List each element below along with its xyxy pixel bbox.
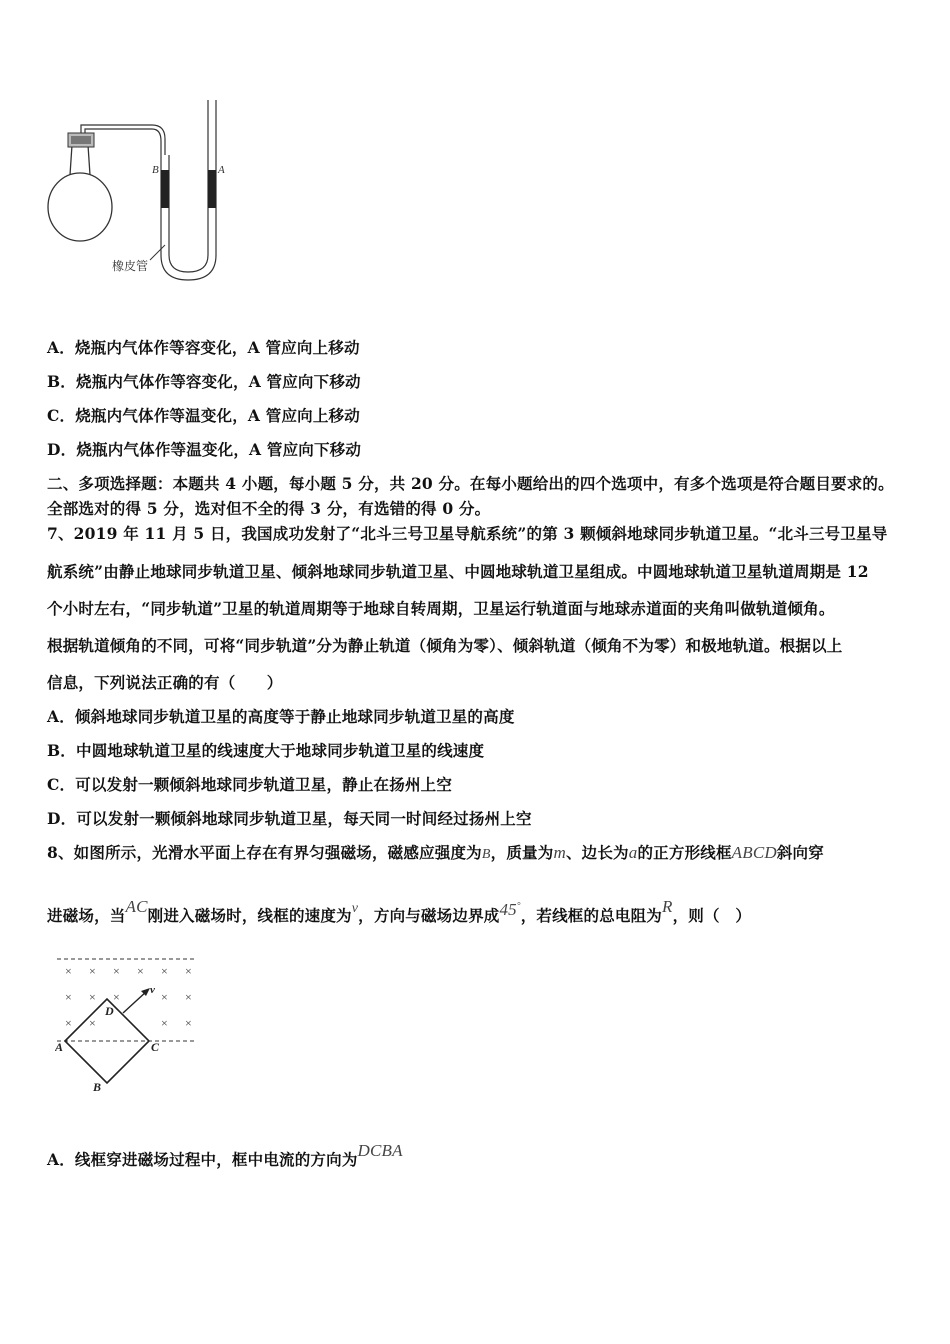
- q7-option-a: A．倾斜地球同步轨道卫星的高度等于静止地球同步轨道卫星的高度: [47, 707, 515, 726]
- field-cross: ×: [65, 964, 72, 978]
- q8-math-ac: AC: [125, 897, 148, 916]
- label-d-vertex: D: [105, 1004, 114, 1018]
- q8-text-9: ，若线框的总电阻为: [520, 906, 663, 925]
- field-cross: ×: [185, 1016, 192, 1030]
- q8-text-4: 的正方形线框: [637, 843, 732, 862]
- field-cross: ×: [185, 990, 192, 1004]
- field-cross: ×: [89, 964, 96, 978]
- q8-option-a: [47, 1141, 403, 1170]
- q8-text-6: 进磁场，当: [47, 906, 126, 925]
- q8-math-a: a: [628, 843, 638, 862]
- q8-line2: [47, 897, 752, 926]
- rubber-tube-label: 橡皮管: [112, 259, 149, 273]
- q6-option-c: C．烧瓶内气体作等温变化，A 管应向上移动: [47, 406, 360, 425]
- q6-option-b: B．烧瓶内气体作等容变化，A 管应向下移动: [47, 372, 361, 391]
- q8-math-angle: [499, 900, 520, 919]
- q8-math-m: m: [553, 843, 566, 862]
- q6-option-d: D．烧瓶内气体作等温变化，A 管应向下移动: [47, 440, 362, 459]
- field-cross: ×: [113, 990, 120, 1004]
- q8-text-1: 8、如图所示，光滑水平面上存在有界匀强磁场，磁感应强度为: [47, 843, 482, 862]
- label-b-vertex: B: [93, 1080, 102, 1094]
- velocity-arrow: [123, 991, 147, 1013]
- flask-bulb: [48, 173, 112, 241]
- flask-utube-figure: [40, 95, 240, 285]
- magnetic-field-figure: [55, 955, 205, 1095]
- field-cross: ×: [161, 1016, 168, 1030]
- q8-angle-value: 45: [499, 900, 517, 919]
- q8-math-abcd: ABCD: [731, 843, 777, 862]
- label-c-vertex: C: [151, 1040, 160, 1054]
- field-cross: ×: [185, 964, 192, 978]
- tube-a-mercury: [208, 170, 216, 208]
- q8-math-v: v: [351, 901, 359, 916]
- q7-line4: 根据轨道倾角的不同，可将“同步轨道”分为静止轨道（倾角为零）、倾斜轨道（倾角不为零）和极地轨道。根据以上: [47, 636, 843, 655]
- q8-option-a-text: A．线框穿进磁场过程中，框中电流的方向为: [47, 1150, 358, 1169]
- flask-neck: [70, 145, 90, 175]
- field-cross: ×: [161, 964, 168, 978]
- q7-option-c: C．可以发射一颗倾斜地球同步轨道卫星，静止在扬州上空: [47, 775, 453, 794]
- field-cross: ×: [113, 964, 120, 978]
- q8-text-10: ，则（ ）: [672, 906, 752, 925]
- field-cross: ×: [65, 1016, 72, 1030]
- section2-line1: 二、多项选择题：本题共 4 小题，每小题 5 分，共 20 分。在每小题给出的四个选项中，有多个选项是符合题目要求的。: [47, 474, 894, 493]
- q8-text-2: ，质量为: [490, 843, 554, 862]
- label-b: B: [152, 164, 159, 176]
- q8-text-8: ，方向与磁场边界成: [358, 906, 500, 925]
- q7-option-d: D．可以发射一颗倾斜地球同步轨道卫星，每天同一时间经过扬州上空: [47, 809, 532, 828]
- field-cross: ×: [89, 990, 96, 1004]
- q8-text-7: 刚进入磁场时，线框的速度为: [147, 906, 352, 925]
- label-v: v: [150, 984, 155, 996]
- field-cross: ×: [137, 964, 144, 978]
- q8-math-b: B: [481, 847, 491, 862]
- q7-line5: 信息，下列说法正确的有（ ）: [47, 673, 283, 692]
- q8-math-r: R: [662, 897, 673, 916]
- field-cross: ×: [161, 990, 168, 1004]
- q8-line1: [47, 841, 824, 863]
- field-cross: ×: [65, 990, 72, 1004]
- q8-angle-degree: °: [516, 900, 521, 911]
- q7-option-b: B．中圆地球轨道卫星的线速度大于地球同步轨道卫星的线速度: [47, 741, 485, 760]
- field-cross: ×: [89, 1016, 96, 1030]
- section2-line2: 全部选对的得 5 分，选对但不全的得 3 分，有选错的得 0 分。: [47, 499, 491, 518]
- q7-line2: 航系统”由静止地球同步轨道卫星、倾斜地球同步轨道卫星、中圆地球轨道卫星组成。中圆地球轨道卫星轨道周期是 12: [47, 562, 869, 581]
- q7-line1: 7、2019 年 11 月 5 日，我国成功发射了“北斗三号卫星导航系统”的第 3 颗倾斜地球同步轨道卫星。“北斗三号卫星导: [47, 524, 888, 543]
- q8-option-a-math: DCBA: [357, 1141, 403, 1160]
- q8-text-5: 斜向穿: [776, 843, 824, 862]
- tube-b-mercury: [161, 170, 169, 208]
- q8-text-3: 、边长为: [565, 843, 629, 862]
- label-a-vertex: A: [55, 1040, 64, 1054]
- q7-line3: 个小时左右，“同步轨道”卫星的轨道周期等于地球自转周期，卫星运行轨道面与地球赤道面的夹角叫做轨道倾角。: [47, 599, 835, 618]
- label-a: A: [218, 164, 225, 176]
- q6-option-a: A．烧瓶内气体作等容变化，A 管应向上移动: [47, 338, 360, 357]
